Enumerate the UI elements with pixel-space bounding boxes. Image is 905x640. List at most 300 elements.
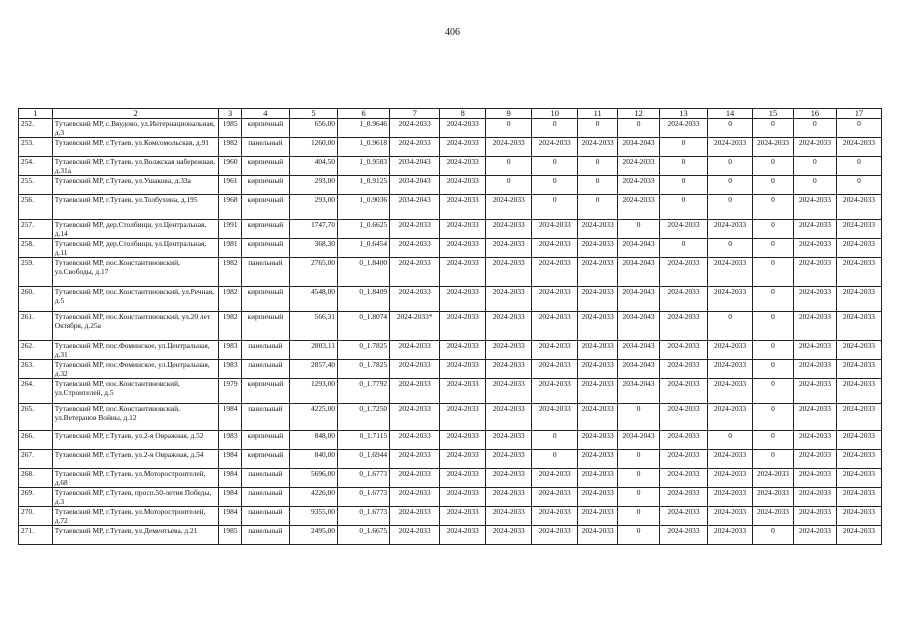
table-row xyxy=(19,507,882,526)
cell-address: Тутаевский МР, г.Тутаев, ул.2-я Овражная, д.54 xyxy=(52,450,219,469)
cell-period-9: 2024-2033 xyxy=(486,239,532,258)
cell-period-13: 2024-2033 xyxy=(660,431,708,450)
cell-period-7: 2034-2043 xyxy=(390,195,440,220)
cell-period-13: 0 xyxy=(660,157,708,176)
column-header: 16 xyxy=(793,109,836,119)
cell-period-11: 2024-2033 xyxy=(578,360,618,379)
cell-period-7: 2034-2043 xyxy=(390,157,440,176)
cell-address: Тутаевский МР, г.Тутаев, ул.Ушакова, д.33а xyxy=(52,176,219,195)
cell-period-9: 0 xyxy=(486,157,532,176)
cell-period-7: 2024-2033 xyxy=(390,526,440,545)
cell-wall-material: панельный xyxy=(241,507,289,526)
cell-period-11: 2024-2033 xyxy=(578,287,618,312)
cell-period-7: 2034-2043 xyxy=(390,176,440,195)
cell-period-13: 2024-2033 xyxy=(660,312,708,341)
cell-wall-material: панельный xyxy=(241,341,289,360)
cell-period-12: 2034-2043 xyxy=(618,431,660,450)
cell-period-12: 2034-2043 xyxy=(618,138,660,157)
cell-wall-material: кирпичный xyxy=(241,220,289,239)
column-header: 8 xyxy=(440,109,486,119)
cell-wall-material: кирпичный xyxy=(241,312,289,341)
cell-area: 2803,11 xyxy=(289,341,337,360)
cell-priority-index: 1_0.9618 xyxy=(337,138,389,157)
cell-period-16: 2024-2033 xyxy=(793,469,836,488)
cell-period-16: 2024-2033 xyxy=(793,507,836,526)
cell-year-built: 1984 xyxy=(219,404,241,431)
cell-period-9: 2024-2033 xyxy=(486,404,532,431)
cell-address: Тутаевский МР, с.Ввудово, ул.Интернациональная, д.3 xyxy=(52,119,219,138)
cell-period-16: 2024-2033 xyxy=(793,488,836,507)
cell-address: Тутаевский МР, пос.Константиновский, ул.20 лет Октября, д.25а xyxy=(52,312,219,341)
cell-period-15: 0 xyxy=(753,404,794,431)
cell-period-16: 2024-2033 xyxy=(793,526,836,545)
cell-row-number: 267. xyxy=(19,450,53,469)
cell-period-8: 2024-2033 xyxy=(440,379,486,404)
cell-period-9: 2024-2033 xyxy=(486,450,532,469)
cell-period-13: 2024-2033 xyxy=(660,507,708,526)
cell-period-14: 2024-2033 xyxy=(708,138,753,157)
cell-period-12: 2034-2043 xyxy=(618,379,660,404)
cell-priority-index: 1_0.9646 xyxy=(337,119,389,138)
cell-period-14: 0 xyxy=(708,157,753,176)
cell-period-13: 0 xyxy=(660,138,708,157)
cell-row-number: 255. xyxy=(19,176,53,195)
table-row xyxy=(19,488,882,507)
table-row xyxy=(19,526,882,545)
cell-period-7: 2024-2033 xyxy=(390,469,440,488)
cell-period-14: 0 xyxy=(708,195,753,220)
cell-period-11: 2024-2033 xyxy=(578,488,618,507)
cell-period-7: 2024-2033 xyxy=(390,431,440,450)
table-row xyxy=(19,239,882,258)
column-header: 17 xyxy=(836,109,881,119)
cell-year-built: 1982 xyxy=(219,138,241,157)
cell-period-12: 2034-2043 xyxy=(618,360,660,379)
cell-area: 848,00 xyxy=(289,431,337,450)
cell-period-16: 0 xyxy=(793,176,836,195)
table-row xyxy=(19,341,882,360)
cell-period-12: 0 xyxy=(618,404,660,431)
cell-period-17: 2024-2033 xyxy=(836,507,881,526)
cell-period-17: 0 xyxy=(836,157,881,176)
cell-address: Тутаевский МР, г.Тутаев, просп.50-летия Победы, д.3 xyxy=(52,488,219,507)
cell-row-number: 266. xyxy=(19,431,53,450)
cell-period-13: 2024-2033 xyxy=(660,526,708,545)
cell-period-14: 2024-2033 xyxy=(708,488,753,507)
column-header: 13 xyxy=(660,109,708,119)
cell-period-16: 2024-2033 xyxy=(793,138,836,157)
cell-period-15: 2024-2033 xyxy=(753,488,794,507)
table-row xyxy=(19,379,882,404)
cell-row-number: 270. xyxy=(19,507,53,526)
cell-period-15: 0 xyxy=(753,287,794,312)
cell-period-9: 2024-2033 xyxy=(486,469,532,488)
cell-period-12: 2034-2043 xyxy=(618,239,660,258)
cell-period-7: 2024-2033 xyxy=(390,138,440,157)
cell-period-12: 0 xyxy=(618,488,660,507)
cell-row-number: 262. xyxy=(19,341,53,360)
cell-period-15: 0 xyxy=(753,176,794,195)
cell-period-16: 2024-2033 xyxy=(793,379,836,404)
cell-address: Тутаевский МР, пос.Константиновский, ул.Речная, д.5 xyxy=(52,287,219,312)
cell-year-built: 1979 xyxy=(219,379,241,404)
cell-period-7: 2024-2033 xyxy=(390,404,440,431)
cell-period-16: 2024-2033 xyxy=(793,258,836,287)
cell-period-7: 2024-2033 xyxy=(390,360,440,379)
cell-period-15: 2024-2033 xyxy=(753,507,794,526)
cell-period-11: 2024-2033 xyxy=(578,239,618,258)
cell-priority-index: 0_1.7250 xyxy=(337,404,389,431)
cell-period-16: 2024-2033 xyxy=(793,450,836,469)
cell-period-8: 2024-2033 xyxy=(440,287,486,312)
cell-period-8: 2024-2033 xyxy=(440,220,486,239)
cell-period-10: 2024-2033 xyxy=(532,526,578,545)
column-header: 1 xyxy=(19,109,53,119)
cell-period-14: 0 xyxy=(708,312,753,341)
cell-area: 1293,00 xyxy=(289,379,337,404)
column-header: 2 xyxy=(52,109,219,119)
cell-row-number: 253. xyxy=(19,138,53,157)
cell-area: 1747,70 xyxy=(289,220,337,239)
cell-period-13: 2024-2033 xyxy=(660,287,708,312)
cell-period-17: 2024-2033 xyxy=(836,138,881,157)
cell-period-16: 2024-2033 xyxy=(793,220,836,239)
cell-period-14: 2024-2033 xyxy=(708,526,753,545)
cell-year-built: 1981 xyxy=(219,239,241,258)
column-header: 7 xyxy=(390,109,440,119)
table-row xyxy=(19,312,882,341)
cell-period-11: 0 xyxy=(578,176,618,195)
cell-period-10: 2024-2033 xyxy=(532,360,578,379)
cell-period-10: 0 xyxy=(532,119,578,138)
cell-wall-material: панельный xyxy=(241,138,289,157)
cell-year-built: 1983 xyxy=(219,431,241,450)
cell-period-16: 2024-2033 xyxy=(793,312,836,341)
cell-period-14: 2024-2033 xyxy=(708,287,753,312)
cell-period-11: 2024-2033 xyxy=(578,469,618,488)
cell-year-built: 1984 xyxy=(219,488,241,507)
cell-area: 566,31 xyxy=(289,312,337,341)
cell-period-14: 2024-2033 xyxy=(708,360,753,379)
header-row xyxy=(19,109,882,119)
column-header: 4 xyxy=(241,109,289,119)
cell-row-number: 264. xyxy=(19,379,53,404)
cell-period-12: 2024-2033 xyxy=(618,176,660,195)
cell-period-12: 2034-2043 xyxy=(618,287,660,312)
page-number: 406 xyxy=(445,27,460,38)
cell-priority-index: 1_0.9036 xyxy=(337,195,389,220)
cell-period-12: 0 xyxy=(618,526,660,545)
cell-area: 2495,00 xyxy=(289,526,337,545)
cell-period-10: 2024-2033 xyxy=(532,287,578,312)
cell-period-14: 2024-2033 xyxy=(708,404,753,431)
cell-period-11: 0 xyxy=(578,195,618,220)
housing-table xyxy=(18,108,882,545)
cell-area: 4548,00 xyxy=(289,287,337,312)
cell-area: 4225,00 xyxy=(289,404,337,431)
table-row xyxy=(19,469,882,488)
cell-year-built: 1961 xyxy=(219,176,241,195)
cell-priority-index: 0_1.6773 xyxy=(337,469,389,488)
cell-period-12: 2034-2043 xyxy=(618,258,660,287)
cell-period-17: 2024-2033 xyxy=(836,239,881,258)
table-row xyxy=(19,195,882,220)
cell-period-13: 2024-2033 xyxy=(660,220,708,239)
cell-period-14: 0 xyxy=(708,431,753,450)
cell-period-11: 2024-2033 xyxy=(578,450,618,469)
cell-period-9: 2024-2033 xyxy=(486,195,532,220)
cell-period-7: 2024-2033* xyxy=(390,312,440,341)
table-row xyxy=(19,431,882,450)
cell-period-9: 2024-2033 xyxy=(486,341,532,360)
cell-priority-index: 1_0.6454 xyxy=(337,239,389,258)
cell-row-number: 257. xyxy=(19,220,53,239)
cell-period-7: 2024-2033 xyxy=(390,341,440,360)
cell-period-14: 2024-2033 xyxy=(708,341,753,360)
cell-row-number: 271. xyxy=(19,526,53,545)
cell-period-9: 0 xyxy=(486,119,532,138)
cell-period-9: 2024-2033 xyxy=(486,287,532,312)
cell-row-number: 263. xyxy=(19,360,53,379)
cell-period-16: 2024-2033 xyxy=(793,404,836,431)
table-row xyxy=(19,360,882,379)
cell-period-8: 2024-2033 xyxy=(440,119,486,138)
cell-period-13: 2024-2033 xyxy=(660,341,708,360)
cell-period-14: 2024-2033 xyxy=(708,258,753,287)
cell-period-13: 0 xyxy=(660,195,708,220)
cell-period-11: 2024-2033 xyxy=(578,341,618,360)
cell-period-16: 2024-2033 xyxy=(793,341,836,360)
cell-period-13: 2024-2033 xyxy=(660,488,708,507)
cell-wall-material: кирпичный xyxy=(241,157,289,176)
cell-year-built: 1960 xyxy=(219,157,241,176)
cell-period-12: 2034-2043 xyxy=(618,312,660,341)
cell-wall-material: кирпичный xyxy=(241,379,289,404)
cell-wall-material: кирпичный xyxy=(241,431,289,450)
cell-period-17: 2024-2033 xyxy=(836,404,881,431)
cell-period-7: 2024-2033 xyxy=(390,119,440,138)
cell-period-14: 2024-2033 xyxy=(708,507,753,526)
cell-priority-index: 0_1.7825 xyxy=(337,341,389,360)
cell-area: 9355,00 xyxy=(289,507,337,526)
cell-period-9: 0 xyxy=(486,176,532,195)
cell-period-15: 0 xyxy=(753,526,794,545)
cell-period-15: 2024-2033 xyxy=(753,138,794,157)
cell-period-9: 2024-2033 xyxy=(486,379,532,404)
cell-period-17: 2024-2033 xyxy=(836,488,881,507)
table-row xyxy=(19,404,882,431)
cell-period-13: 2024-2033 xyxy=(660,258,708,287)
cell-period-10: 2024-2033 xyxy=(532,379,578,404)
column-header: 15 xyxy=(753,109,794,119)
cell-period-17: 2024-2033 xyxy=(836,195,881,220)
column-header: 11 xyxy=(578,109,618,119)
cell-period-13: 0 xyxy=(660,176,708,195)
cell-period-16: 2024-2033 xyxy=(793,239,836,258)
cell-wall-material: кирпичный xyxy=(241,119,289,138)
cell-period-12: 0 xyxy=(618,220,660,239)
cell-period-8: 2024-2033 xyxy=(440,138,486,157)
cell-period-11: 2024-2033 xyxy=(578,526,618,545)
cell-period-10: 0 xyxy=(532,450,578,469)
cell-period-14: 2024-2033 xyxy=(708,379,753,404)
cell-period-11: 2024-2033 xyxy=(578,404,618,431)
cell-year-built: 1983 xyxy=(219,341,241,360)
cell-year-built: 1985 xyxy=(219,119,241,138)
cell-period-12: 0 xyxy=(618,469,660,488)
cell-period-16: 2024-2033 xyxy=(793,360,836,379)
cell-year-built: 1982 xyxy=(219,258,241,287)
cell-year-built: 1982 xyxy=(219,287,241,312)
table-row xyxy=(19,138,882,157)
cell-period-9: 2024-2033 xyxy=(486,507,532,526)
cell-wall-material: кирпичный xyxy=(241,287,289,312)
cell-period-17: 2024-2033 xyxy=(836,312,881,341)
cell-period-15: 0 xyxy=(753,360,794,379)
cell-period-16: 2024-2033 xyxy=(793,431,836,450)
cell-period-13: 2024-2033 xyxy=(660,379,708,404)
cell-period-13: 2024-2033 xyxy=(660,404,708,431)
cell-period-11: 2024-2033 xyxy=(578,431,618,450)
cell-row-number: 258. xyxy=(19,239,53,258)
cell-period-10: 2024-2033 xyxy=(532,258,578,287)
cell-period-15: 2024-2033 xyxy=(753,469,794,488)
table-row xyxy=(19,258,882,287)
cell-row-number: 261. xyxy=(19,312,53,341)
cell-period-17: 0 xyxy=(836,119,881,138)
cell-address: Тутаевский МР, пос.Константиновский, ул.Ветеранов Войны, д.12 xyxy=(52,404,219,431)
cell-period-10: 2024-2033 xyxy=(532,138,578,157)
cell-row-number: 260. xyxy=(19,287,53,312)
cell-area: 368,30 xyxy=(289,239,337,258)
table-row xyxy=(19,119,882,138)
cell-priority-index: 0_1.6675 xyxy=(337,526,389,545)
cell-period-14: 2024-2033 xyxy=(708,469,753,488)
cell-period-17: 2024-2033 xyxy=(836,379,881,404)
table-row xyxy=(19,157,882,176)
cell-period-7: 2024-2033 xyxy=(390,450,440,469)
cell-period-7: 2024-2033 xyxy=(390,379,440,404)
cell-year-built: 1984 xyxy=(219,450,241,469)
cell-period-11: 2024-2033 xyxy=(578,258,618,287)
cell-wall-material: панельный xyxy=(241,488,289,507)
cell-period-17: 2024-2033 xyxy=(836,431,881,450)
cell-period-16: 0 xyxy=(793,119,836,138)
cell-period-8: 2024-2033 xyxy=(440,488,486,507)
cell-area: 404,50 xyxy=(289,157,337,176)
cell-row-number: 256. xyxy=(19,195,53,220)
cell-period-11: 0 xyxy=(578,119,618,138)
cell-period-13: 2024-2033 xyxy=(660,450,708,469)
cell-period-10: 0 xyxy=(532,176,578,195)
table-row xyxy=(19,220,882,239)
cell-period-10: 2024-2033 xyxy=(532,239,578,258)
table-row xyxy=(19,287,882,312)
cell-period-7: 2024-2033 xyxy=(390,287,440,312)
table-row xyxy=(19,450,882,469)
cell-period-17: 2024-2033 xyxy=(836,287,881,312)
cell-period-11: 2024-2033 xyxy=(578,379,618,404)
cell-period-8: 2024-2033 xyxy=(440,239,486,258)
cell-area: 293,00 xyxy=(289,176,337,195)
cell-priority-index: 0_1.6773 xyxy=(337,488,389,507)
cell-address: Тутаевский МР, г.Тутаев, ул.Комсомольская, д.91 xyxy=(52,138,219,157)
cell-period-12: 2024-2033 xyxy=(618,195,660,220)
cell-wall-material: кирпичный xyxy=(241,239,289,258)
cell-period-15: 0 xyxy=(753,195,794,220)
column-header: 5 xyxy=(289,109,337,119)
cell-priority-index: 0_1.8074 xyxy=(337,312,389,341)
cell-priority-index: 1_0.6625 xyxy=(337,220,389,239)
cell-period-9: 2024-2033 xyxy=(486,138,532,157)
cell-priority-index: 0_1.7792 xyxy=(337,379,389,404)
cell-period-9: 2024-2033 xyxy=(486,220,532,239)
cell-priority-index: 0_1.7115 xyxy=(337,431,389,450)
cell-period-12: 0 xyxy=(618,119,660,138)
cell-period-9: 2024-2033 xyxy=(486,312,532,341)
cell-period-14: 2024-2033 xyxy=(708,450,753,469)
cell-wall-material: панельный xyxy=(241,404,289,431)
cell-period-10: 0 xyxy=(532,157,578,176)
cell-period-10: 2024-2033 xyxy=(532,404,578,431)
cell-period-7: 2024-2033 xyxy=(390,488,440,507)
cell-period-13: 2024-2033 xyxy=(660,360,708,379)
cell-period-11: 2024-2033 xyxy=(578,312,618,341)
cell-period-9: 2024-2033 xyxy=(486,431,532,450)
cell-period-17: 2024-2033 xyxy=(836,341,881,360)
cell-period-11: 2024-2033 xyxy=(578,507,618,526)
cell-priority-index: 0_1.8400 xyxy=(337,258,389,287)
cell-wall-material: кирпичный xyxy=(241,176,289,195)
cell-period-17: 2024-2033 xyxy=(836,360,881,379)
column-header: 12 xyxy=(618,109,660,119)
cell-period-8: 2024-2033 xyxy=(440,526,486,545)
cell-period-17: 2024-2033 xyxy=(836,469,881,488)
cell-period-9: 2024-2033 xyxy=(486,360,532,379)
cell-priority-index: 1_0.9583 xyxy=(337,157,389,176)
cell-priority-index: 0_1.6773 xyxy=(337,507,389,526)
cell-period-8: 2024-2033 xyxy=(440,450,486,469)
cell-period-17: 0 xyxy=(836,176,881,195)
cell-period-12: 0 xyxy=(618,507,660,526)
cell-wall-material: кирпичный xyxy=(241,450,289,469)
cell-year-built: 1983 xyxy=(219,360,241,379)
cell-period-15: 0 xyxy=(753,220,794,239)
cell-area: 4226,00 xyxy=(289,488,337,507)
cell-period-16: 2024-2033 xyxy=(793,287,836,312)
cell-wall-material: панельный xyxy=(241,526,289,545)
cell-address: Тутаевский МР, г.Тутаев, ул.Толбухина, д.195 xyxy=(52,195,219,220)
cell-period-8: 2024-2033 xyxy=(440,360,486,379)
cell-period-8: 2024-2033 xyxy=(440,312,486,341)
cell-year-built: 1984 xyxy=(219,507,241,526)
cell-period-11: 2024-2033 xyxy=(578,220,618,239)
cell-wall-material: панельный xyxy=(241,258,289,287)
cell-area: 1260,00 xyxy=(289,138,337,157)
cell-area: 293,00 xyxy=(289,195,337,220)
cell-period-15: 0 xyxy=(753,431,794,450)
cell-period-8: 2024-2033 xyxy=(440,341,486,360)
cell-period-17: 2024-2033 xyxy=(836,526,881,545)
cell-period-12: 2024-2033 xyxy=(618,157,660,176)
cell-year-built: 1991 xyxy=(219,220,241,239)
cell-period-8: 2024-2033 xyxy=(440,176,486,195)
table-row xyxy=(19,176,882,195)
cell-year-built: 1968 xyxy=(219,195,241,220)
cell-period-10: 2024-2033 xyxy=(532,341,578,360)
cell-period-16: 2024-2033 xyxy=(793,195,836,220)
column-header: 6 xyxy=(337,109,389,119)
